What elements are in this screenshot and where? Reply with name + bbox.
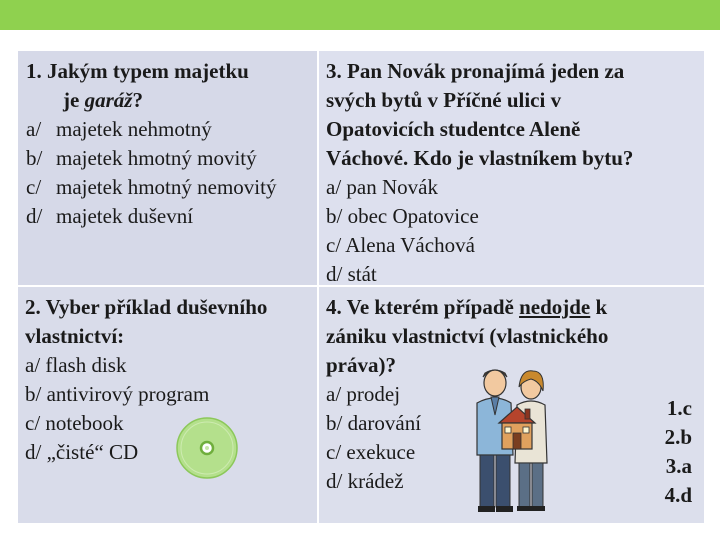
option-letter: b/ [26, 146, 43, 170]
question-4-option-a: a/ prodej [326, 382, 401, 406]
question-2-option-d: d/ „čisté“ CD [25, 440, 139, 464]
couple-with-house-icon [467, 363, 555, 515]
question-1-option-a [26, 115, 276, 144]
answer-4: 4.d [664, 483, 692, 507]
question-3-option-b: b/ obec Opatovice [326, 204, 479, 228]
question-3-option-a: a/ pan Novák [326, 175, 438, 199]
question-1-line-2-suffix: ? [132, 88, 143, 112]
question-3-line-1: 3. Pan Novák pronajímá jeden za [326, 59, 625, 83]
answer-3: 3.a [665, 454, 692, 478]
question-4-cell [318, 286, 705, 524]
question-2-option-b: b/ antivirový program [25, 382, 210, 406]
option-text: majetek nehmotný [56, 117, 212, 141]
question-1 [26, 57, 276, 231]
question-4-line-1-suffix: k [590, 295, 608, 319]
question-1-line-2 [26, 86, 276, 115]
question-1-line-2-prefix: je [63, 88, 85, 112]
question-2-line-2: vlastnictví: [25, 324, 125, 348]
question-4-line-3: práva)? [326, 353, 396, 377]
cd-disc-icon [176, 417, 238, 479]
question-4-option-b: b/ darování [326, 411, 422, 435]
question-3-line-4: Váchové. Kdo je vlastníkem bytu? [326, 146, 634, 170]
question-3-line-3: Opatovicích studentce Aleně [326, 117, 581, 141]
question-1-option-b [26, 144, 276, 173]
top-accent-bar [0, 0, 720, 30]
question-4-underlined-word: nedojde [519, 295, 591, 319]
question-2-line-1: 2. Vyber příklad duševního [25, 295, 268, 319]
question-3-cell [318, 50, 705, 286]
question-1-italic-word: garáž [84, 88, 133, 112]
question-4-option-c: c/ exekuce [326, 440, 416, 464]
answer-1: 1.c [666, 396, 692, 420]
question-4-line-1 [326, 293, 608, 322]
question-3-line-2: svých bytů v Příčné ulici v [326, 88, 562, 112]
question-1-option-d [26, 202, 276, 231]
option-letter: a/ [26, 117, 42, 141]
question-2-option-c: c/ notebook [25, 411, 124, 435]
question-2-option-a: a/ flash disk [25, 353, 127, 377]
question-3-option-d: d/ stát [326, 262, 377, 286]
option-letter: d/ [26, 204, 43, 228]
question-4-line-2: zániku vlastnictví (vlastnického [326, 324, 609, 348]
option-text: majetek duševní [56, 204, 194, 228]
option-text: majetek hmotný movitý [56, 146, 257, 170]
option-letter: c/ [26, 175, 42, 199]
option-text: majetek hmotný nemovitý [56, 175, 277, 199]
question-4-option-d: d/ krádež [326, 469, 404, 493]
question-grid [17, 50, 705, 524]
question-3-option-c: c/ Alena Váchová [326, 233, 475, 257]
question-1-line-1: 1. Jakým typem majetku [26, 59, 249, 83]
question-2-cell [17, 286, 318, 524]
answer-key [665, 394, 692, 510]
question-1-cell [17, 50, 318, 286]
question-1-option-c [26, 173, 276, 202]
question-3 [326, 57, 633, 289]
question-4-line-1-prefix: 4. Ve kterém případě [326, 295, 520, 319]
answer-2: 2.b [664, 425, 692, 449]
